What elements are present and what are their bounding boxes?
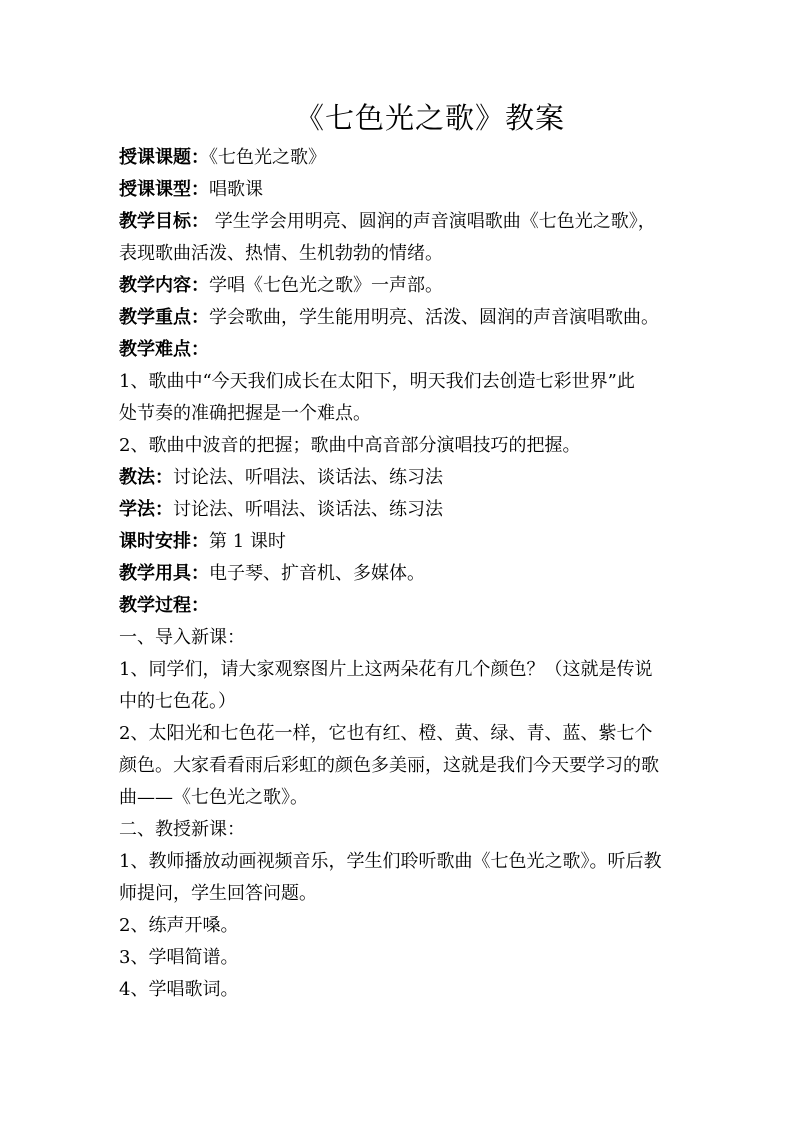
difficulty-item-2-line-1: 2、歌曲中波音的把握；歌曲中高音部分演唱技巧的把握。 xyxy=(119,435,581,456)
process-part-1-item-2-line-3: 曲——《七色光之歌》。 xyxy=(119,787,308,808)
teaching-content-value: 学唱《七色光之歌》一声部。 xyxy=(209,275,443,296)
document-title: 《七色光之歌》教案 xyxy=(294,101,565,135)
process-part-2-item-4-line-1: 4、学唱歌词。 xyxy=(119,979,239,1000)
course-type-label: 授课课型： xyxy=(119,179,209,200)
teaching-goal-value-line1: 学生学会用明亮、圆润的声音演唱歌曲《七色光之歌》， xyxy=(209,211,656,232)
class-time-row xyxy=(119,526,679,558)
process-part-1-item-1-line-2: 中的七色花。） xyxy=(119,691,236,712)
teaching-process-heading-row xyxy=(119,590,679,622)
course-topic-row xyxy=(119,142,679,174)
teaching-key-label: 教学重点： xyxy=(119,307,209,328)
course-type-row xyxy=(119,174,679,206)
teaching-difficulty-heading-row xyxy=(119,334,679,366)
document-content xyxy=(119,142,679,1006)
learning-method-value: 讨论法、听唱法、谈话法、练习法 xyxy=(173,499,443,520)
teaching-process-label: 教学过程： xyxy=(119,595,209,616)
process-part-1-item-2-line-2: 颜色。大家看看雨后彩虹的颜色多美丽，这就是我们今天要学习的歌 xyxy=(119,755,659,776)
course-topic-label: 授课课题： xyxy=(119,147,209,168)
process-part-1-item-2-line-1: 2、太阳光和七色花一样，它也有红、橙、黄、绿、青、蓝、紫七个 xyxy=(119,723,653,744)
learning-method-row xyxy=(119,494,679,526)
teaching-goal-continuation-row xyxy=(119,238,679,270)
course-topic-value: 《七色光之歌》 xyxy=(209,147,326,168)
teaching-method-value: 讨论法、听唱法、谈话法、练习法 xyxy=(173,467,443,488)
teaching-tools-row xyxy=(119,558,679,590)
class-time-label: 课时安排： xyxy=(119,531,209,552)
teaching-tools-value: 电子琴、扩音机、多媒体。 xyxy=(209,563,425,584)
process-part-2-item-1-line-2: 师提问，学生回答问题。 xyxy=(119,883,317,904)
course-type-value: 唱歌课 xyxy=(209,179,263,200)
teaching-method-label: 教法： xyxy=(119,467,173,488)
teaching-key-value: 学会歌曲，学生能用明亮、活泼、圆润的声音演唱歌曲。 xyxy=(209,307,659,328)
teaching-difficulty-label: 教学难点： xyxy=(119,339,209,360)
teaching-tools-label: 教学用具： xyxy=(119,563,209,584)
teaching-content-row xyxy=(119,270,679,302)
process-part-2-heading: 二、教授新课： xyxy=(119,819,245,840)
teaching-method-row xyxy=(119,462,679,494)
teaching-key-row xyxy=(119,302,679,334)
teaching-goal-row xyxy=(119,206,679,238)
teaching-goal-value-line2: 表现歌曲活泼、热情、生机勃勃的情绪。 xyxy=(119,243,443,264)
process-part-1-item-1-line-1: 1、同学们，请大家观察图片上这两朵花有几个颜色？（这就是传说 xyxy=(119,659,653,680)
learning-method-label: 学法： xyxy=(119,499,173,520)
process-part-2-item-2-line-1: 2、练声开嗓。 xyxy=(119,915,239,936)
process-part-1-heading: 一、导入新课： xyxy=(119,627,245,648)
process-part-2-item-3-line-1: 3、学唱简谱。 xyxy=(119,947,239,968)
difficulty-item-1-line-2: 处节奏的准确把握是一个难点。 xyxy=(119,403,371,424)
process-part-2-item-1-line-1: 1、教师播放动画视频音乐，学生们聆听歌曲《七色光之歌》。听后教 xyxy=(119,851,662,872)
class-time-value: 第 1 课时 xyxy=(209,531,286,552)
difficulty-item-1-line-1: 1、歌曲中“今天我们成长在太阳下，明天我们去创造七彩世界”此 xyxy=(119,371,635,392)
teaching-goal-label: 教学目标： xyxy=(119,211,209,232)
teaching-content-label: 教学内容： xyxy=(119,275,209,296)
